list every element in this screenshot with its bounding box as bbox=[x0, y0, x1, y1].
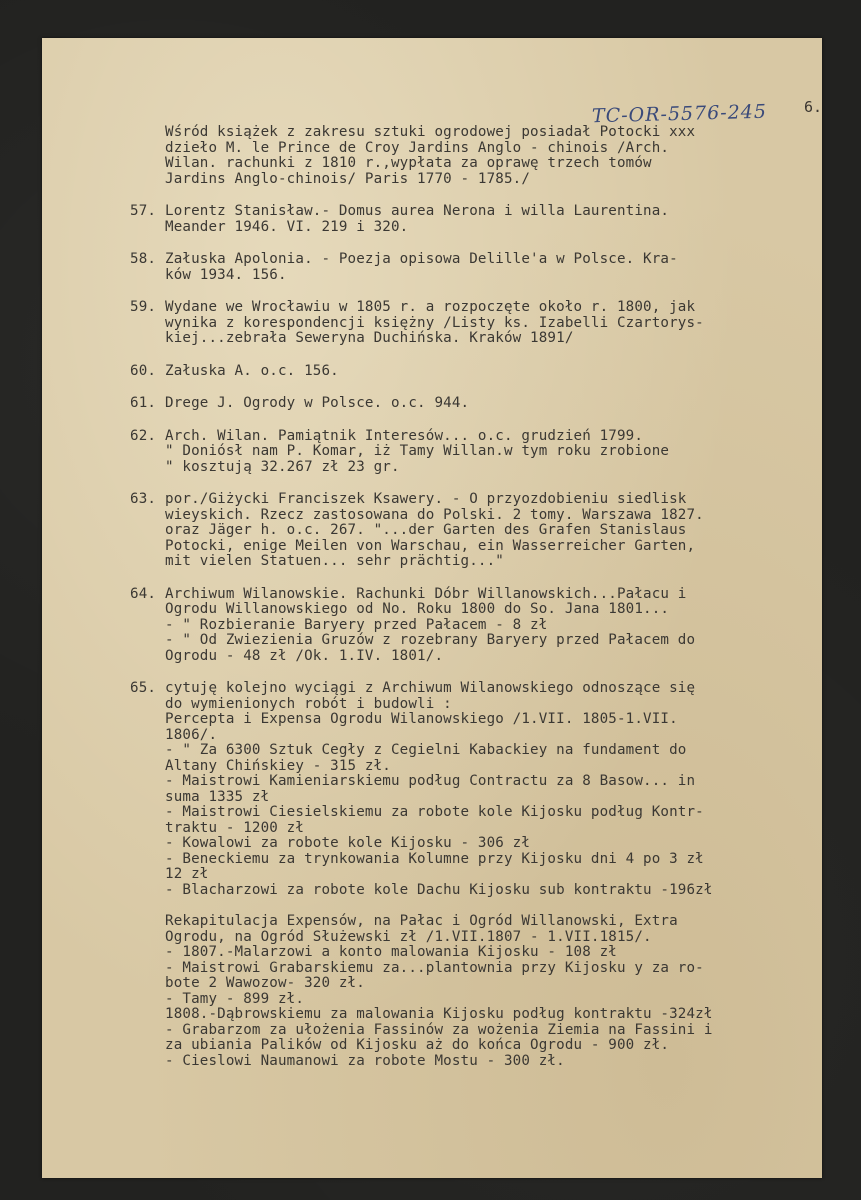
text-line: - " Za 6300 Sztuk Cegły z Cegielni Kabackiey na fundament do bbox=[165, 742, 687, 758]
text-line: Archiwum Wilanowskie. Rachunki Dóbr Willanowskich...Pałacu i bbox=[165, 585, 687, 602]
text-line: Rekapitulacja Expensów, na Pałac i Ogród Willanowski, Extra bbox=[165, 913, 678, 929]
text-line: 1806/. bbox=[165, 726, 218, 743]
text-line: oraz Jäger h. o.c. 267. "...der Garten des Grafen Stanislaus bbox=[165, 522, 687, 538]
page-number: 6. bbox=[804, 98, 823, 116]
text-line: " Doniósł nam P. Komar, iż Tamy Willan.w tym roku zrobione bbox=[165, 443, 670, 459]
text-line: dzieło M. le Prince de Croy Jardins Anglo - chinois /Arch. bbox=[165, 139, 670, 156]
footnote-number: 57. bbox=[130, 203, 157, 219]
text-line: Wydane we Wrocławiu w 1805 r. a rozpoczęte około r. 1800, jak bbox=[165, 299, 696, 315]
footnote-number: 59. bbox=[130, 299, 157, 315]
text-line: - Maistrowi Ciesielskiemu za robote kole Kijosku podług Kontr- bbox=[165, 804, 704, 820]
intro-paragraph bbox=[130, 125, 820, 187]
text-line: - Tamy - 899 zł. bbox=[165, 990, 305, 1007]
text-line: Załuska Apolonia. - Poezja opisowa Delille'a w Polsce. Kra- bbox=[165, 251, 678, 267]
footnote-number: 63. bbox=[130, 491, 157, 507]
text-line: Percepta i Expensa Ogrodu Wilanowskiego /1.VII. 1805-1.VII. bbox=[165, 711, 678, 727]
footnote-number: 60. bbox=[130, 362, 157, 379]
text-line: - " Rozbieranie Baryery przed Pałacem - 8 zł bbox=[165, 616, 548, 633]
text-line: - Cieslowi Naumanowi za robote Mostu - 300 zł. bbox=[165, 1052, 565, 1069]
text-line: Wilan. rachunki z 1810 r.,wypłata za oprawę trzech tomów bbox=[165, 155, 652, 171]
handwritten-reference: TC-OR-5576-245 bbox=[591, 100, 768, 128]
text-line: Potocki, enige Meilen von Warschau, ein Wasserreicher Garten, bbox=[165, 537, 696, 554]
text-line: Załuska A. o.c. 156. bbox=[165, 362, 339, 379]
text-line: mit vielen Statuen... sehr prächtig..." bbox=[165, 553, 504, 569]
text-line: za ubiania Palików od Kijosku aż do końca Ogrodu - 900 zł. bbox=[165, 1037, 670, 1053]
text-line: Jardins Anglo-chinois/ Paris 1770 - 1785./ bbox=[165, 170, 531, 187]
text-line: Drege J. Ogrody w Polsce. o.c. 944. bbox=[165, 395, 470, 411]
text-line: cytuję kolejno wyciągi z Archiwum Wilanowskiego odnoszące się bbox=[165, 680, 696, 696]
text-line: ków 1934. 156. bbox=[165, 266, 287, 283]
text-line: por./Giżycki Franciszek Ksawery. - O przyozdobieniu siedlisk bbox=[165, 491, 687, 507]
text-line: kiej...zebrała Seweryna Duchińska. Kraków 1891/ bbox=[165, 330, 574, 346]
text-line: do wymienionych robót i budowli : bbox=[165, 695, 452, 712]
text-line: - Blacharzowi za robote kole Dachu Kijosku sub kontraktu -196zł bbox=[165, 881, 713, 898]
document-body bbox=[130, 125, 820, 1086]
text-line: Wśród książek z zakresu sztuki ogrodowej posiadał Potocki xxx bbox=[165, 124, 696, 140]
footnote-57 bbox=[130, 204, 820, 235]
text-line: Ogrodu, na Ogród Służewski zł /1.VII.1807 - 1.VII.1815/. bbox=[165, 928, 652, 945]
text-line: Ogrodu - 48 zł /Ok. 1.IV. 1801/. bbox=[165, 647, 444, 664]
text-line: Lorentz Stanisław.- Domus aurea Nerona i willa Laurentina. bbox=[165, 203, 670, 219]
text-line: - Beneckiemu za trynkowania Kolumne przy Kijosku dni 4 po 3 zł bbox=[165, 850, 704, 867]
text-line: Arch. Wilan. Pamiątnik Interesów... o.c. grudzień 1799. bbox=[165, 427, 644, 444]
text-line: bote 2 Wawozow- 320 zł. bbox=[165, 975, 365, 991]
text-line: - Kowalowi za robote kole Kijosku - 306 zł bbox=[165, 835, 531, 851]
footnote-number: 58. bbox=[130, 251, 157, 267]
text-line: - 1807.-Malarzowi a konto malowania Kijosku - 108 zł bbox=[165, 944, 617, 960]
text-line: - Maistrowi Kamieniarskiemu podług Contractu za 8 Basow... in bbox=[165, 773, 696, 789]
text-line: wieyskich. Rzecz zastosowana do Polski. 2 tomy. Warszawa 1827. bbox=[165, 506, 704, 523]
text-line: - Maistrowi Grabarskiemu za...plantownia przy Kijosku y za ro- bbox=[165, 959, 704, 976]
footnote-64 bbox=[130, 587, 820, 665]
text-line: Ogrodu Willanowskiego od No. Roku 1800 do So. Jana 1801... bbox=[165, 601, 670, 617]
text-line: 1808.-Dąbrowskiemu za malowania Kijosku podług kontraktu -324zł bbox=[165, 1006, 713, 1022]
text-line: 12 zł bbox=[165, 866, 209, 882]
text-line: Altany Chińskiey - 315 zł. bbox=[165, 757, 391, 774]
text-line: suma 1335 zł bbox=[165, 788, 270, 805]
footnote-63 bbox=[130, 492, 820, 570]
footnote-61 bbox=[130, 396, 820, 412]
text-line: traktu - 1200 zł bbox=[165, 819, 305, 836]
text-line: " kosztują 32.267 zł 23 gr. bbox=[165, 458, 400, 475]
footnote-number: 62. bbox=[130, 427, 157, 444]
text-line: Meander 1946. VI. 219 i 320. bbox=[165, 218, 409, 235]
footnote-60 bbox=[130, 364, 820, 380]
footnote-number: 65. bbox=[130, 680, 157, 696]
text-line: wynika z korespondencji księżny /Listy ks. Izabelli Czartorys- bbox=[165, 314, 704, 331]
footnote-58 bbox=[130, 252, 820, 283]
footnote-59 bbox=[130, 300, 820, 347]
text-line: - " Od Zwiezienia Gruzów z rozebrany Baryery przed Pałacem do bbox=[165, 632, 696, 648]
footnote-number: 61. bbox=[130, 395, 157, 411]
footnote-65 bbox=[130, 681, 820, 1069]
text-line: - Grabarzom za ułożenia Fassinów za wożenia Ziemia na Fassini i bbox=[165, 1021, 713, 1038]
footnote-62 bbox=[130, 429, 820, 476]
footnote-number: 64. bbox=[130, 585, 157, 602]
